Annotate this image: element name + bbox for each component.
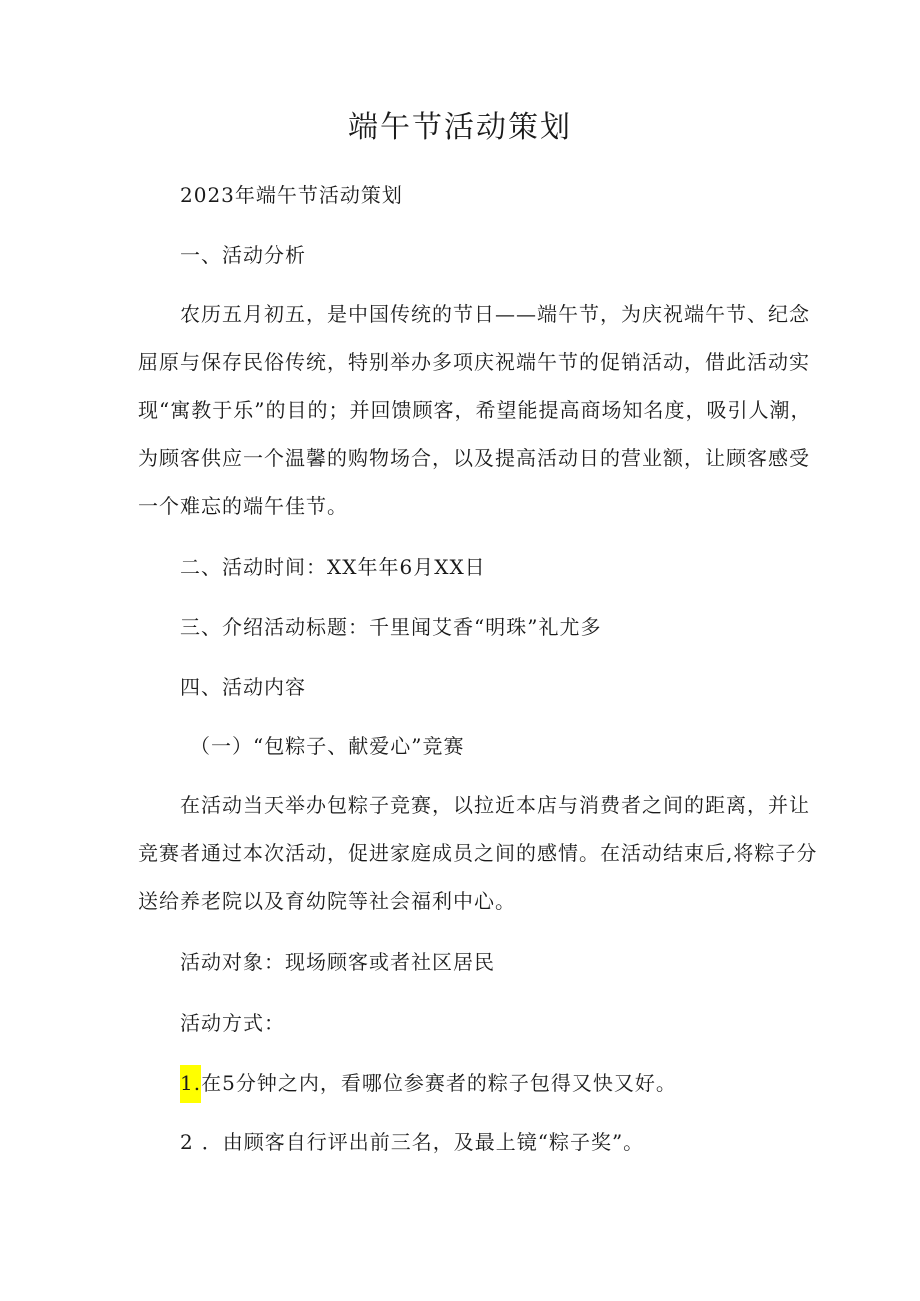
section-heading-content: 四、活动内容 xyxy=(180,675,306,699)
activity-target: 活动对象：现场顾客或者社区居民 xyxy=(180,950,495,974)
paragraph-line: 屈原与保存民俗传统，特别举办多项庆祝端午节的促销活动，借此活动实 xyxy=(138,350,810,374)
subsection-heading-contest: （一）“包粽子、献爱心”竞赛 xyxy=(190,734,465,758)
highlighted-list-marker: 1. xyxy=(180,1065,201,1103)
list-marker: 2 xyxy=(180,1130,194,1154)
list-item-text: 在5分钟之内，看哪位参赛者的粽子包得又快又好。 xyxy=(201,1071,677,1095)
section-activity-time: 二、活动时间：XX年年6月XX日 xyxy=(180,555,486,579)
list-item xyxy=(180,1068,790,1098)
paragraph-line: 竞赛者通过本次活动，促进家庭成员之间的感情。在活动结束后,将粽子分 xyxy=(138,841,818,865)
paragraph-line: 现“寓教于乐”的目的；并回馈顾客，希望能提高商场知名度，吸引人潮， xyxy=(138,398,812,422)
document-subtitle: 2023年端午节活动策划 xyxy=(180,183,403,207)
paragraph-line: 农历五月初五，是中国传统的节日——端午节，为庆祝端午节、纪念 xyxy=(180,302,810,326)
paragraph-line: 一个难忘的端午佳节。 xyxy=(138,494,348,518)
document-title: 端午节活动策划 xyxy=(348,110,572,145)
paragraph-line: 在活动当天举办包粽子竞赛，以拉近本店与消费者之间的距离，并让 xyxy=(180,793,810,817)
paragraph-line: 为顾客供应一个温馨的购物场合，以及提高活动日的营业额，让顾客感受 xyxy=(138,446,810,470)
paragraph-line: 送给养老院以及育幼院等社会福利中心。 xyxy=(138,889,516,913)
section-activity-title: 三、介绍活动标题：千里闻艾香“明珠”礼尤多 xyxy=(180,615,602,639)
section-heading-analysis: 一、活动分析 xyxy=(180,243,306,267)
activity-method-label: 活动方式： xyxy=(180,1011,285,1035)
list-item-text: ．由顾客自行评出前三名，及最上镜“粽子奖”。 xyxy=(201,1130,645,1154)
list-item xyxy=(180,1127,790,1157)
